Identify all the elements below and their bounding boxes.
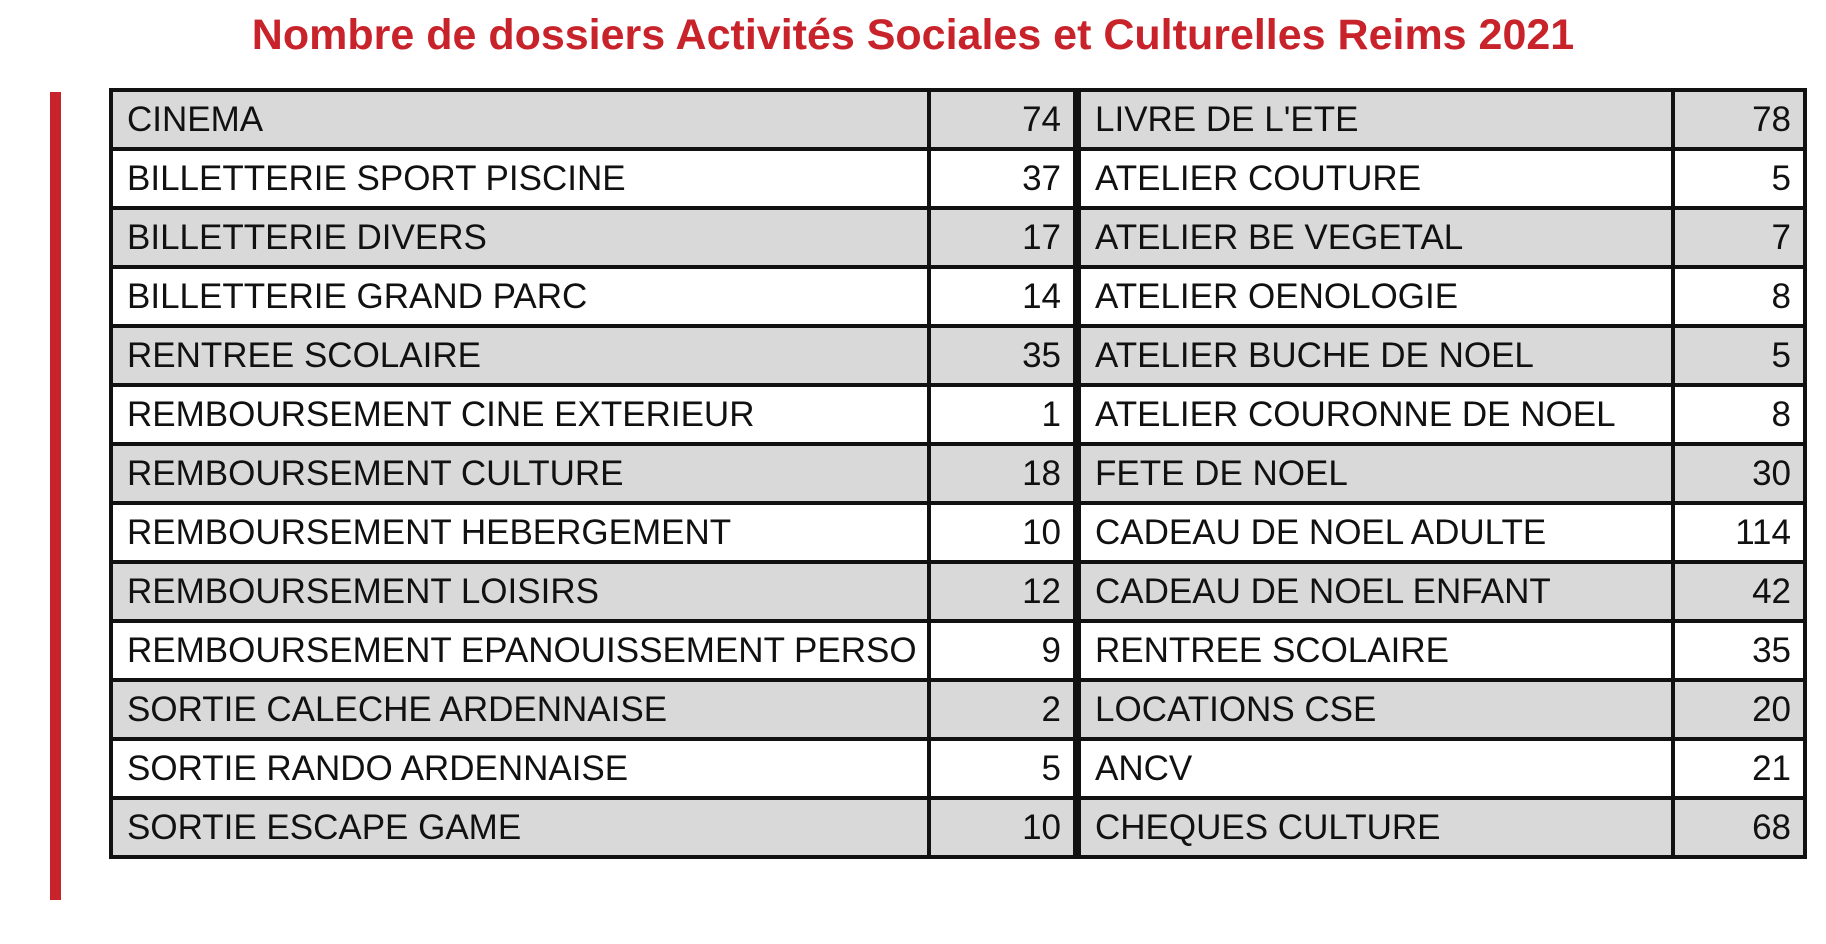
left-dossier-count: 12 — [929, 562, 1077, 621]
right-activity-label: ATELIER COUTURE — [1077, 149, 1673, 208]
right-activity-label: ATELIER BUCHE DE NOEL — [1077, 326, 1673, 385]
left-dossier-count: 9 — [929, 621, 1077, 680]
right-activity-label: ATELIER BE VEGETAL — [1077, 208, 1673, 267]
dossiers-table — [109, 88, 1807, 859]
left-dossier-count: 1 — [929, 385, 1077, 444]
right-dossier-count: 8 — [1673, 267, 1805, 326]
right-dossier-count: 5 — [1673, 149, 1805, 208]
right-dossier-count: 8 — [1673, 385, 1805, 444]
left-dossier-count: 2 — [929, 680, 1077, 739]
left-activity-label: REMBOURSEMENT EPANOUISSEMENT PERSO — [111, 621, 929, 680]
right-dossier-count: 30 — [1673, 444, 1805, 503]
left-dossier-count: 37 — [929, 149, 1077, 208]
left-dossier-count: 74 — [929, 90, 1077, 149]
left-dossier-count: 10 — [929, 798, 1077, 857]
left-dossier-count: 10 — [929, 503, 1077, 562]
right-dossier-count: 20 — [1673, 680, 1805, 739]
table-row — [111, 680, 1805, 739]
right-activity-label: RENTREE SCOLAIRE — [1077, 621, 1673, 680]
right-dossier-count: 35 — [1673, 621, 1805, 680]
table-row — [111, 267, 1805, 326]
right-activity-label: ATELIER COURONNE DE NOEL — [1077, 385, 1673, 444]
table-row — [111, 444, 1805, 503]
right-dossier-count: 21 — [1673, 739, 1805, 798]
table-row — [111, 326, 1805, 385]
left-activity-label: BILLETTERIE GRAND PARC — [111, 267, 929, 326]
table-row — [111, 798, 1805, 857]
left-dossier-count: 5 — [929, 739, 1077, 798]
table-row — [111, 90, 1805, 149]
left-activity-label: BILLETTERIE DIVERS — [111, 208, 929, 267]
right-activity-label: CHEQUES CULTURE — [1077, 798, 1673, 857]
right-activity-label: FETE DE NOEL — [1077, 444, 1673, 503]
left-activity-label: SORTIE RANDO ARDENNAISE — [111, 739, 929, 798]
left-activity-label: BILLETTERIE SPORT PISCINE — [111, 149, 929, 208]
dossiers-table-container — [109, 88, 1803, 859]
left-activity-label: REMBOURSEMENT CULTURE — [111, 444, 929, 503]
page-title: Nombre de dossiers Activités Sociales et Culturelles Reims 2021 — [251, 11, 1575, 59]
table-row — [111, 621, 1805, 680]
right-dossier-count: 114 — [1673, 503, 1805, 562]
right-dossier-count: 68 — [1673, 798, 1805, 857]
left-dossier-count: 17 — [929, 208, 1077, 267]
table-row — [111, 503, 1805, 562]
right-dossier-count: 42 — [1673, 562, 1805, 621]
left-dossier-count: 35 — [929, 326, 1077, 385]
left-activity-label: CINEMA — [111, 90, 929, 149]
left-activity-label: REMBOURSEMENT CINE EXTERIEUR — [111, 385, 929, 444]
table-row — [111, 562, 1805, 621]
right-activity-label: LIVRE DE L'ETE — [1077, 90, 1673, 149]
left-activity-label: SORTIE ESCAPE GAME — [111, 798, 929, 857]
left-dossier-count: 14 — [929, 267, 1077, 326]
table-row — [111, 208, 1805, 267]
table-row — [111, 739, 1805, 798]
right-dossier-count: 7 — [1673, 208, 1805, 267]
left-activity-label: RENTREE SCOLAIRE — [111, 326, 929, 385]
left-activity-label: REMBOURSEMENT LOISIRS — [111, 562, 929, 621]
right-activity-label: CADEAU DE NOEL ENFANT — [1077, 562, 1673, 621]
right-dossier-count: 5 — [1673, 326, 1805, 385]
right-activity-label: ATELIER OENOLOGIE — [1077, 267, 1673, 326]
table-row — [111, 385, 1805, 444]
right-activity-label: LOCATIONS CSE — [1077, 680, 1673, 739]
left-dossier-count: 18 — [929, 444, 1077, 503]
right-activity-label: CADEAU DE NOEL ADULTE — [1077, 503, 1673, 562]
right-activity-label: ANCV — [1077, 739, 1673, 798]
left-activity-label: SORTIE CALECHE ARDENNAISE — [111, 680, 929, 739]
table-row — [111, 149, 1805, 208]
accent-bar — [50, 92, 61, 900]
right-dossier-count: 78 — [1673, 90, 1805, 149]
left-activity-label: REMBOURSEMENT HEBERGEMENT — [111, 503, 929, 562]
table-body — [111, 90, 1805, 857]
